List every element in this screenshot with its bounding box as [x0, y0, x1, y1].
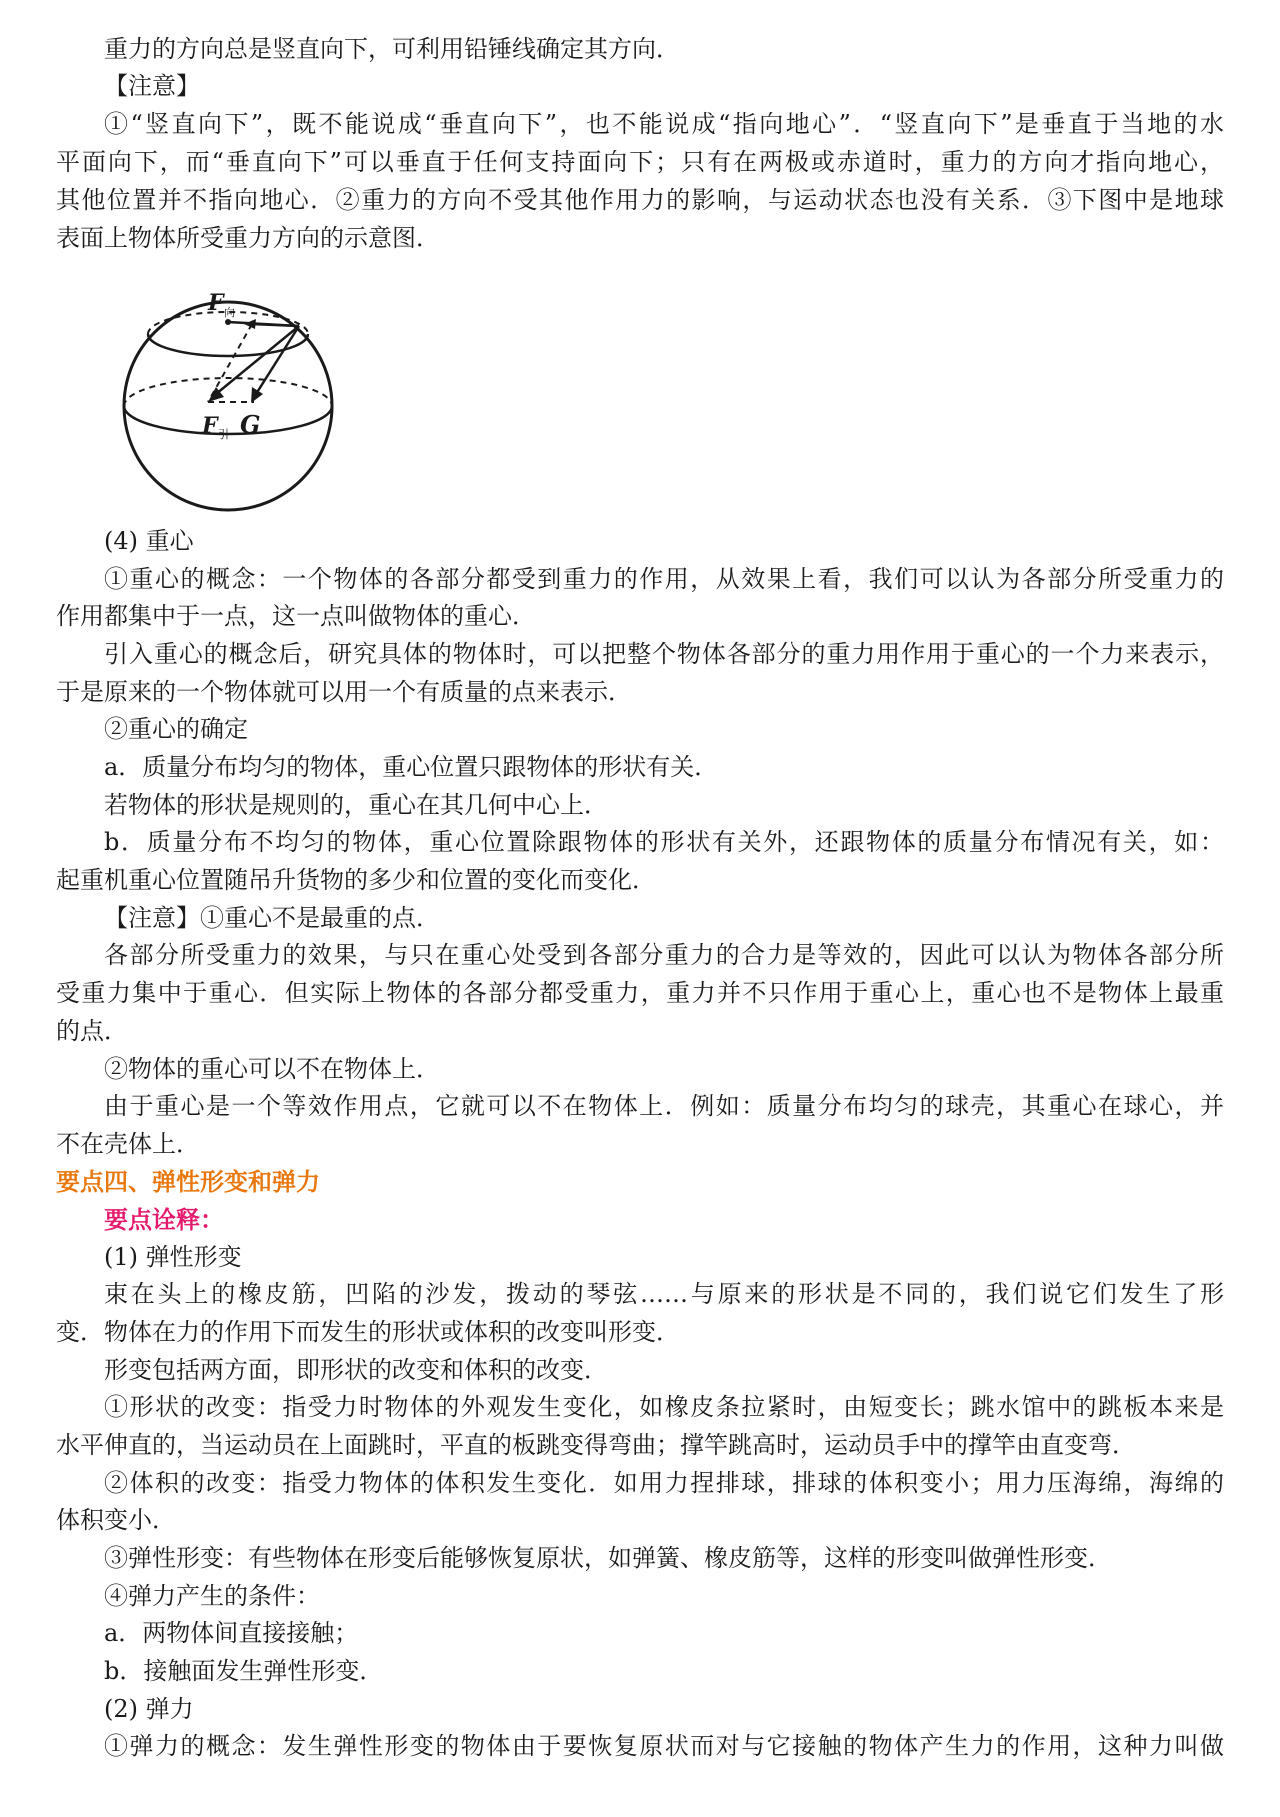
paragraph-line: 水平伸直的，当运动员在上面跳时，平直的板跳变得弯曲；撑竿跳高时，运动员手中的撑竿由直变弯．: [56, 1431, 1136, 1459]
paragraph-line: 若物体的形状是规则的，重心在其几何中心上．: [104, 791, 608, 819]
gravitational-force-arrow: [216, 326, 299, 394]
paragraph-line: 其他位置并不指向地心．②重力的方向不受其他作用力的影响，与运动状态也没有关系．③下图中是地球: [56, 186, 1224, 214]
paragraph-line: 表面上物体所受重力方向的示意图．: [56, 224, 440, 252]
paragraph-line: 束在头上的橡皮筋，凹陷的沙发，拨动的琴弦……与原来的形状是不同的，我们说它们发生了形: [104, 1280, 1224, 1308]
paragraph-line: 【注意】①重心不是最重的点．: [104, 904, 440, 932]
label-f-sub-centripetal: 向: [224, 306, 235, 319]
key-point-subheading: 要点诠释：: [104, 1205, 224, 1234]
paragraph-line: 重力的方向总是竖直向下，可利用铅锤线确定其方向．: [104, 35, 680, 63]
earth-gravity-diagram: [104, 270, 344, 514]
paragraph-line: 受重力集中于重心．但实际上物体的各部分都受重力，重力并不只作用于重心上，重心也不是物体上最重: [56, 979, 1224, 1007]
paragraph-line: 的点．: [56, 1017, 128, 1045]
label-g: G: [240, 410, 261, 439]
paragraph-line: 作用都集中于一点，这一点叫做物体的重心．: [56, 602, 536, 630]
construction-dashed-1: [208, 324, 252, 402]
paragraph-line: a．两物体间直接接触；: [104, 1619, 359, 1647]
earth-gravity-svg: [104, 270, 344, 514]
paragraph-line: 由于重心是一个等效作用点，它就可以不在物体上．例如：质量分布均匀的球壳，其重心在球心，并: [104, 1092, 1224, 1120]
section-heading: (2) 弹力: [104, 1695, 194, 1723]
paragraph-line: 平面向下，而“垂直向下”可以垂直于任何支持面向下；只有在两极或赤道时，重力的方向才指向地心，: [56, 148, 1224, 176]
label-f-sub-gravitation: 引: [218, 428, 229, 441]
paragraph-line: 不在壳体上．: [56, 1130, 200, 1158]
paragraph-line: ③弹性形变：有些物体在形变后能够恢复原状，如弹簧、橡皮筋等，这样的形变叫做弹性形变．: [104, 1544, 1112, 1572]
paragraph-line: a．质量分布均匀的物体，重心位置只跟物体的形状有关．: [104, 753, 719, 781]
gravity-arrowhead: [251, 387, 263, 403]
paragraph-line: ①形状的改变：指受力时物体的外观发生变化，如橡皮条拉紧时，由短变长；跳水馆中的跳板本来是: [104, 1393, 1224, 1421]
label-f-gravitation: F: [202, 413, 218, 439]
paragraph-line: 体积变小．: [56, 1506, 176, 1534]
section-heading: (1) 弹性形变: [104, 1243, 242, 1271]
equator-back-arc: [124, 378, 332, 406]
paragraph-line: 各部分所受重力的效果，与只在重心处受到各部分重力的合力是等效的，因此可以认为物体各部分所: [104, 941, 1224, 969]
paragraph-line: ④弹力产生的条件：: [104, 1582, 320, 1610]
note-label: 【注意】: [104, 72, 200, 100]
sphere-outline: [124, 302, 332, 510]
key-point-heading: 要点四、弹性形变和弹力: [56, 1167, 320, 1196]
label-f-centripetal: F: [208, 290, 224, 316]
paragraph-line: ②体积的改变：指受力物体的体积发生变化．如用力捏排球，排球的体积变小；用力压海绵，海绵的: [104, 1469, 1224, 1497]
paragraph-line: ①“竖直向下”，既不能说成“垂直向下”，也不能说成“指向地心”．“竖直向下”是垂直于当地的水: [104, 110, 1224, 138]
paragraph-line: 于是原来的一个物体就可以用一个有质量的点来表示．: [56, 678, 632, 706]
paragraph-line: 起重机重心位置随吊升货物的多少和位置的变化而变化．: [56, 866, 656, 894]
paragraph-line: b．质量分布不均匀的物体，重心位置除跟物体的形状有关外，还跟物体的质量分布情况有关，如：: [104, 828, 1224, 856]
paragraph-line: 变．物体在力的作用下而发生的形状或体积的改变叫形变．: [56, 1318, 680, 1346]
latitude-center-dot: [225, 319, 231, 325]
paragraph-line: ①弹力的概念：发生弹性形变的物体由于要恢复原状而对与它接触的物体产生力的作用，这种力叫做: [104, 1732, 1224, 1760]
paragraph-line: ①重心的概念：一个物体的各部分都受到重力的作用，从效果上看，我们可以认为各部分所受重力的: [104, 565, 1224, 593]
paragraph-line: ②物体的重心可以不在物体上．: [104, 1055, 440, 1083]
paragraph-line: ②重心的确定: [104, 715, 248, 743]
section-heading: (4) 重心: [104, 527, 194, 555]
paragraph-line: b．接触面发生弹性形变．: [104, 1657, 384, 1685]
paragraph-line: 形变包括两方面，即形状的改变和体积的改变．: [104, 1356, 608, 1384]
paragraph-line: 引入重心的概念后，研究具体的物体时，可以把整个物体各部分的重力用作用于重心的一个力来表示，: [104, 640, 1224, 668]
